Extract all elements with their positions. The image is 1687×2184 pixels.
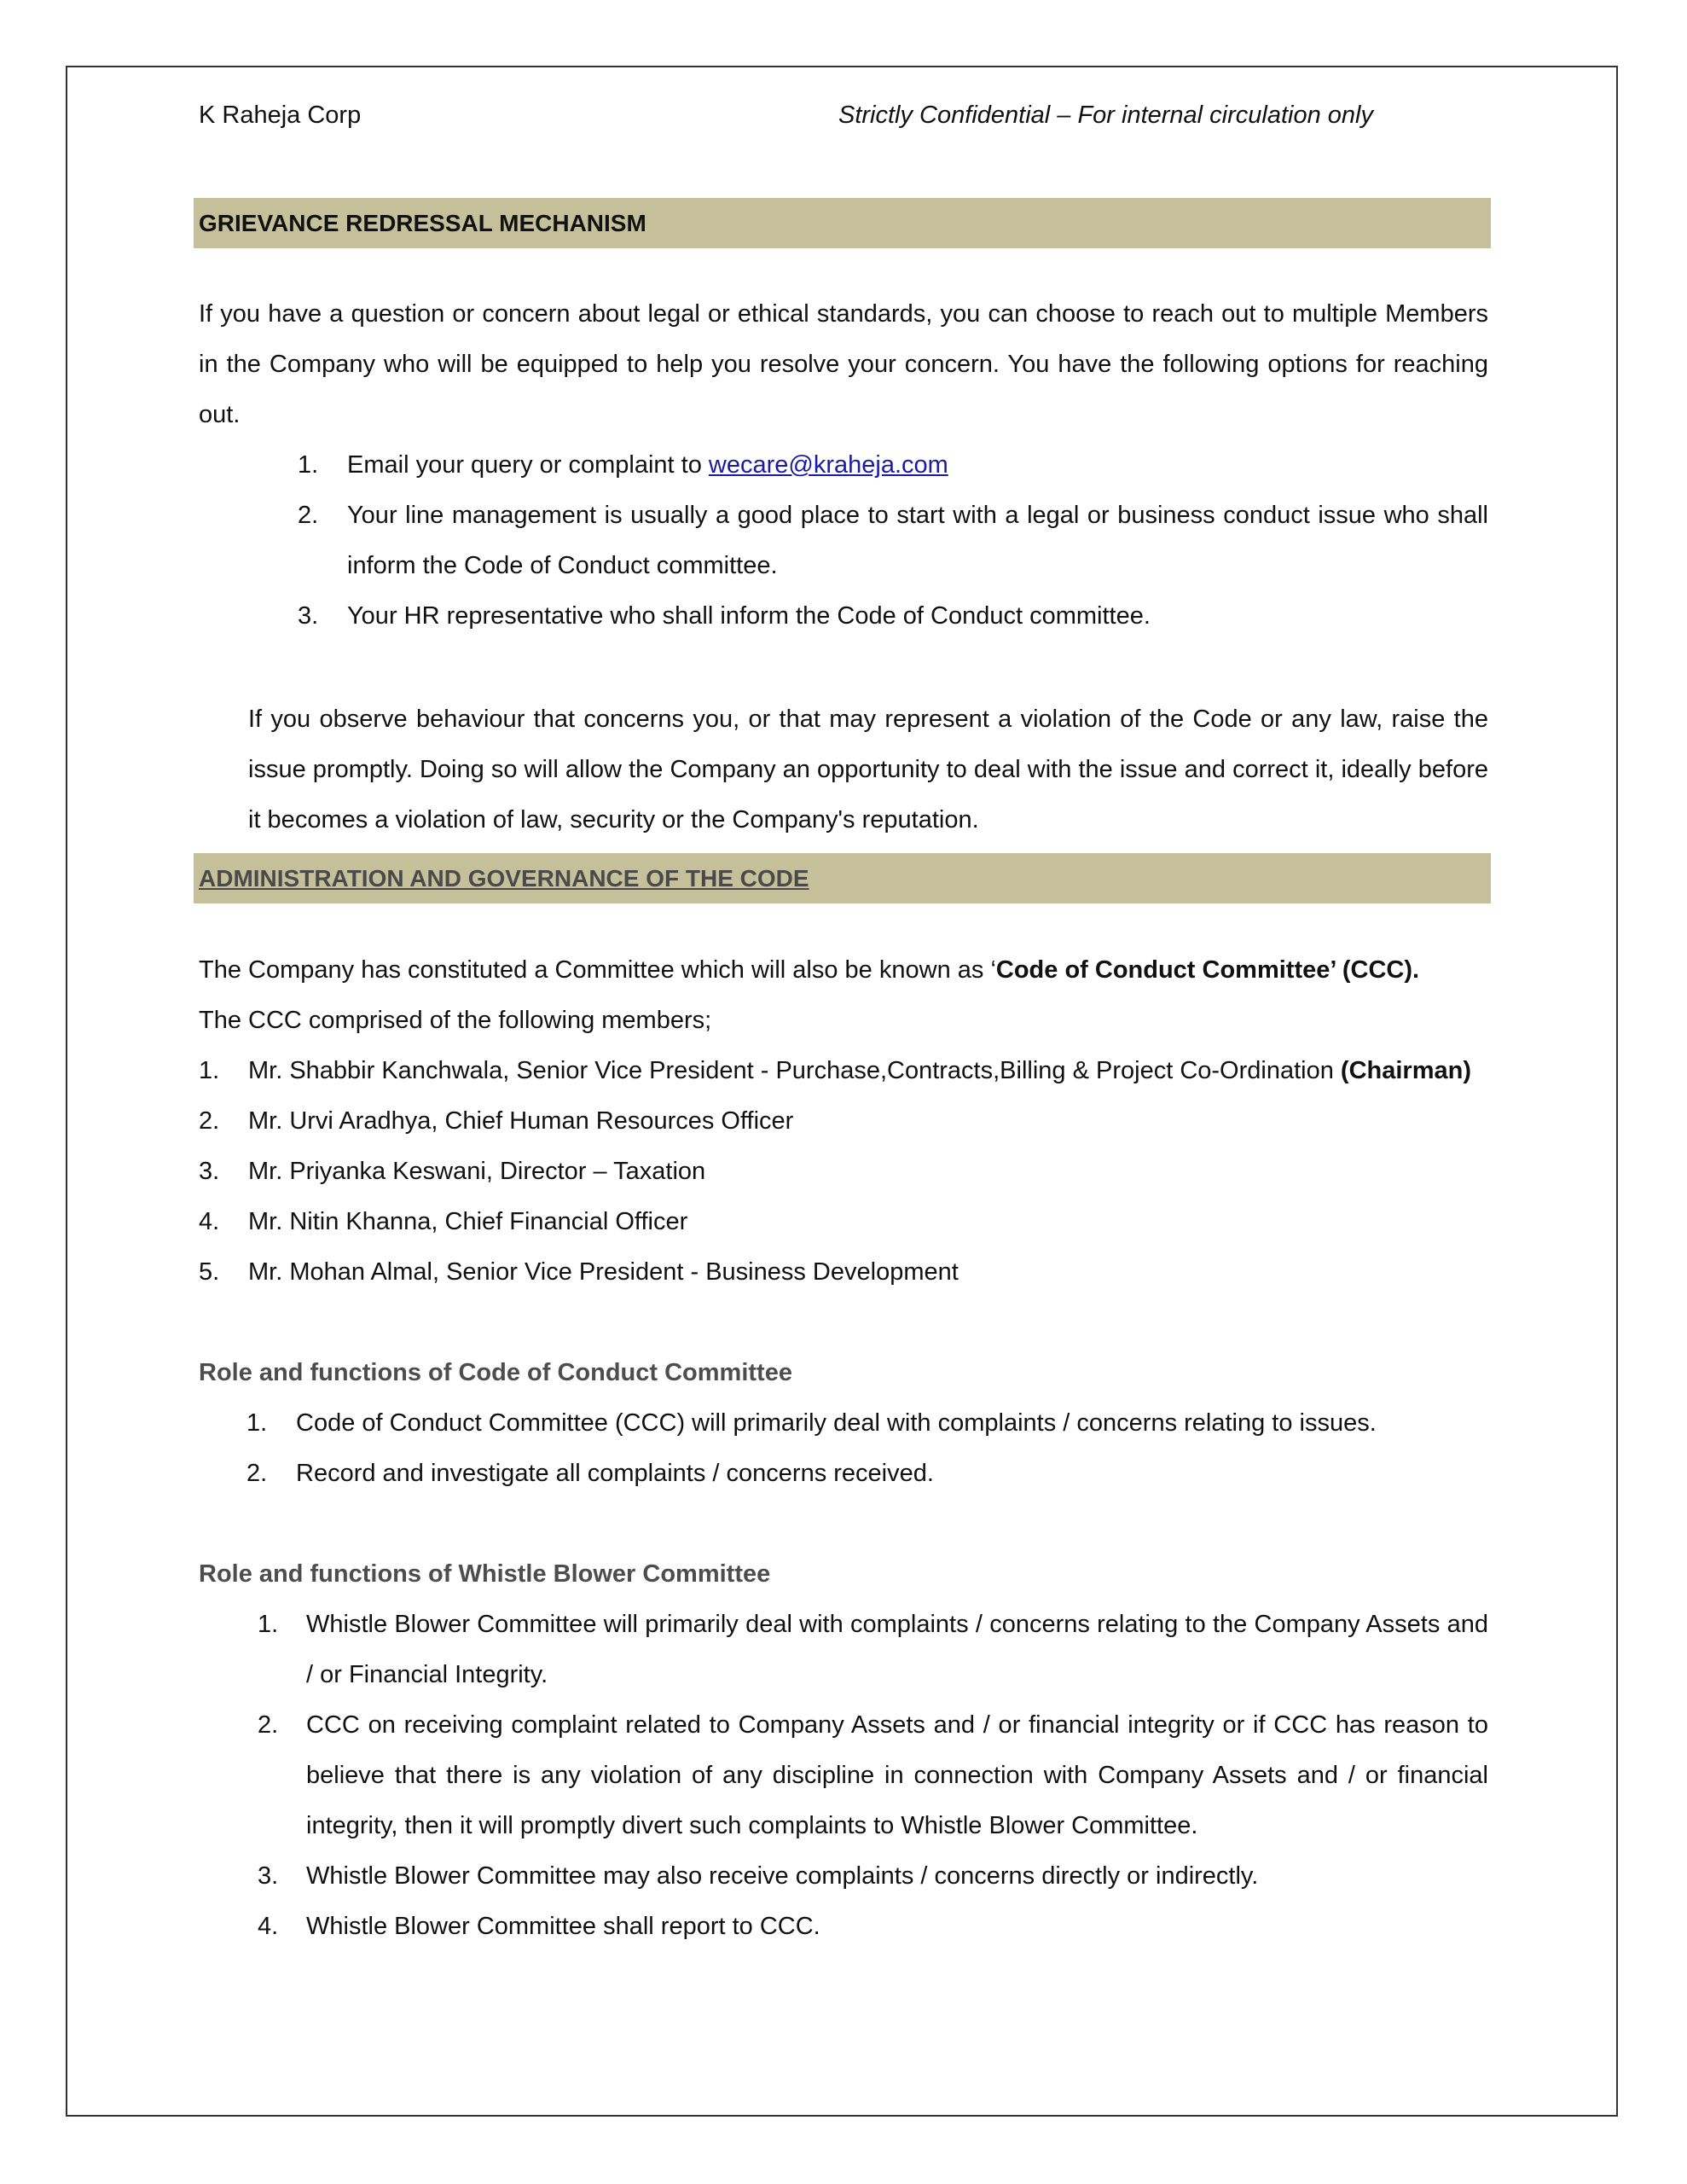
option-hr: Your HR representative who shall inform the Code of Conduct committee. — [347, 602, 1151, 630]
member-item: Mr. Nitin Khanna, Chief Financial Officer — [248, 1208, 688, 1235]
grievance-intro: If you have a question or concern about legal or ethical standards, you can choose to reach out to multiple Members in the Company who will be equipped to help you resolve your concern. You have the following options for reaching out. — [199, 300, 1488, 428]
ccc-role-item: Code of Conduct Committee (CCC) will primarily deal with complaints / concerns relating to issues. — [296, 1409, 1377, 1437]
wb-role-number: 2. — [258, 1711, 279, 1739]
observe-paragraph: If you observe behaviour that concerns you, or that may represent a violation of the Code or any law, raise the issue promptly. Doing so will allow the Company an opportunity to deal with the issue and correct it, ideally before it becomes a violation of law, security or the Company's reputation. — [248, 706, 1488, 834]
wb-role-item: CCC on receiving complaint related to Company Assets and / or financial integrity or if CCC has reason to believe that there is any violation of any discipline in connection with Company Assets and / or financial integrity, then it will promptly divert such complaints to Whistle Blower Committee. — [306, 1711, 1488, 1839]
email-link[interactable]: wecare@kraheja.com — [708, 451, 948, 479]
option-number: 2. — [298, 502, 319, 529]
wb-role-item: Whistle Blower Committee may also receive complaints / concerns directly or indirectly. — [306, 1862, 1259, 1890]
wb-role-number: 3. — [258, 1862, 279, 1890]
governance-section-heading — [194, 853, 1491, 903]
option-line-management: Your line management is usually a good place to start with a legal or business conduct issue who shall inform the Code of Conduct committee. — [347, 502, 1488, 579]
member-item: Mr. Mohan Almal, Senior Vice President - Business Development — [248, 1258, 959, 1286]
grievance-section-heading — [194, 198, 1491, 248]
option-email — [347, 440, 948, 491]
ccc-roles-heading: Role and functions of Code of Conduct Committee — [199, 1359, 792, 1386]
member-number: 4. — [199, 1208, 220, 1235]
member-item — [248, 1046, 1471, 1096]
wb-role-item: Whistle Blower Committee will primarily deal with complaints / concerns relating to the Company Assets and / or Financial Integrity. — [306, 1611, 1488, 1688]
member-number: 5. — [199, 1258, 220, 1286]
member-item: Mr. Priyanka Keswani, Director – Taxation — [248, 1158, 706, 1185]
member-text: Mr. Shabbir Kanchwala, Senior Vice President - Purchase,Contracts,Billing & Project Co-Ordination — [248, 1057, 1341, 1084]
governance-title: ADMINISTRATION AND GOVERNANCE OF THE CODE — [199, 865, 809, 892]
grievance-title: GRIEVANCE REDRESSAL MECHANISM — [199, 210, 646, 236]
option-number: 1. — [298, 451, 319, 479]
ccc-role-number: 2. — [246, 1460, 268, 1487]
member-number: 3. — [199, 1158, 220, 1185]
wb-roles-heading: Role and functions of Whistle Blower Committee — [199, 1560, 771, 1588]
committee-name: Code of Conduct Committee’ (CCC). — [995, 956, 1420, 984]
ccc-comprised: The CCC comprised of the following members; — [199, 1007, 712, 1034]
committee-constituted-text: The Company has constituted a Committee which will also be known as ‘ — [199, 956, 996, 984]
member-number: 1. — [199, 1057, 220, 1084]
wb-role-number: 4. — [258, 1913, 279, 1940]
member-number: 2. — [199, 1107, 220, 1135]
wb-role-number: 1. — [258, 1611, 279, 1638]
chairman-label: (Chairman) — [1340, 1057, 1471, 1084]
committee-constituted — [199, 945, 1419, 996]
member-item: Mr. Urvi Aradhya, Chief Human Resources Officer — [248, 1107, 794, 1135]
option-number: 3. — [298, 602, 319, 630]
wb-role-item: Whistle Blower Committee shall report to CCC. — [306, 1913, 820, 1940]
header-confidential: Strictly Confidential – For internal circulation only — [838, 102, 1373, 129]
ccc-role-number: 1. — [246, 1409, 268, 1437]
header-company: K Raheja Corp — [199, 102, 362, 129]
option-email-text: Email your query or complaint to — [347, 451, 709, 479]
ccc-role-item: Record and investigate all complaints / concerns received. — [296, 1460, 934, 1487]
